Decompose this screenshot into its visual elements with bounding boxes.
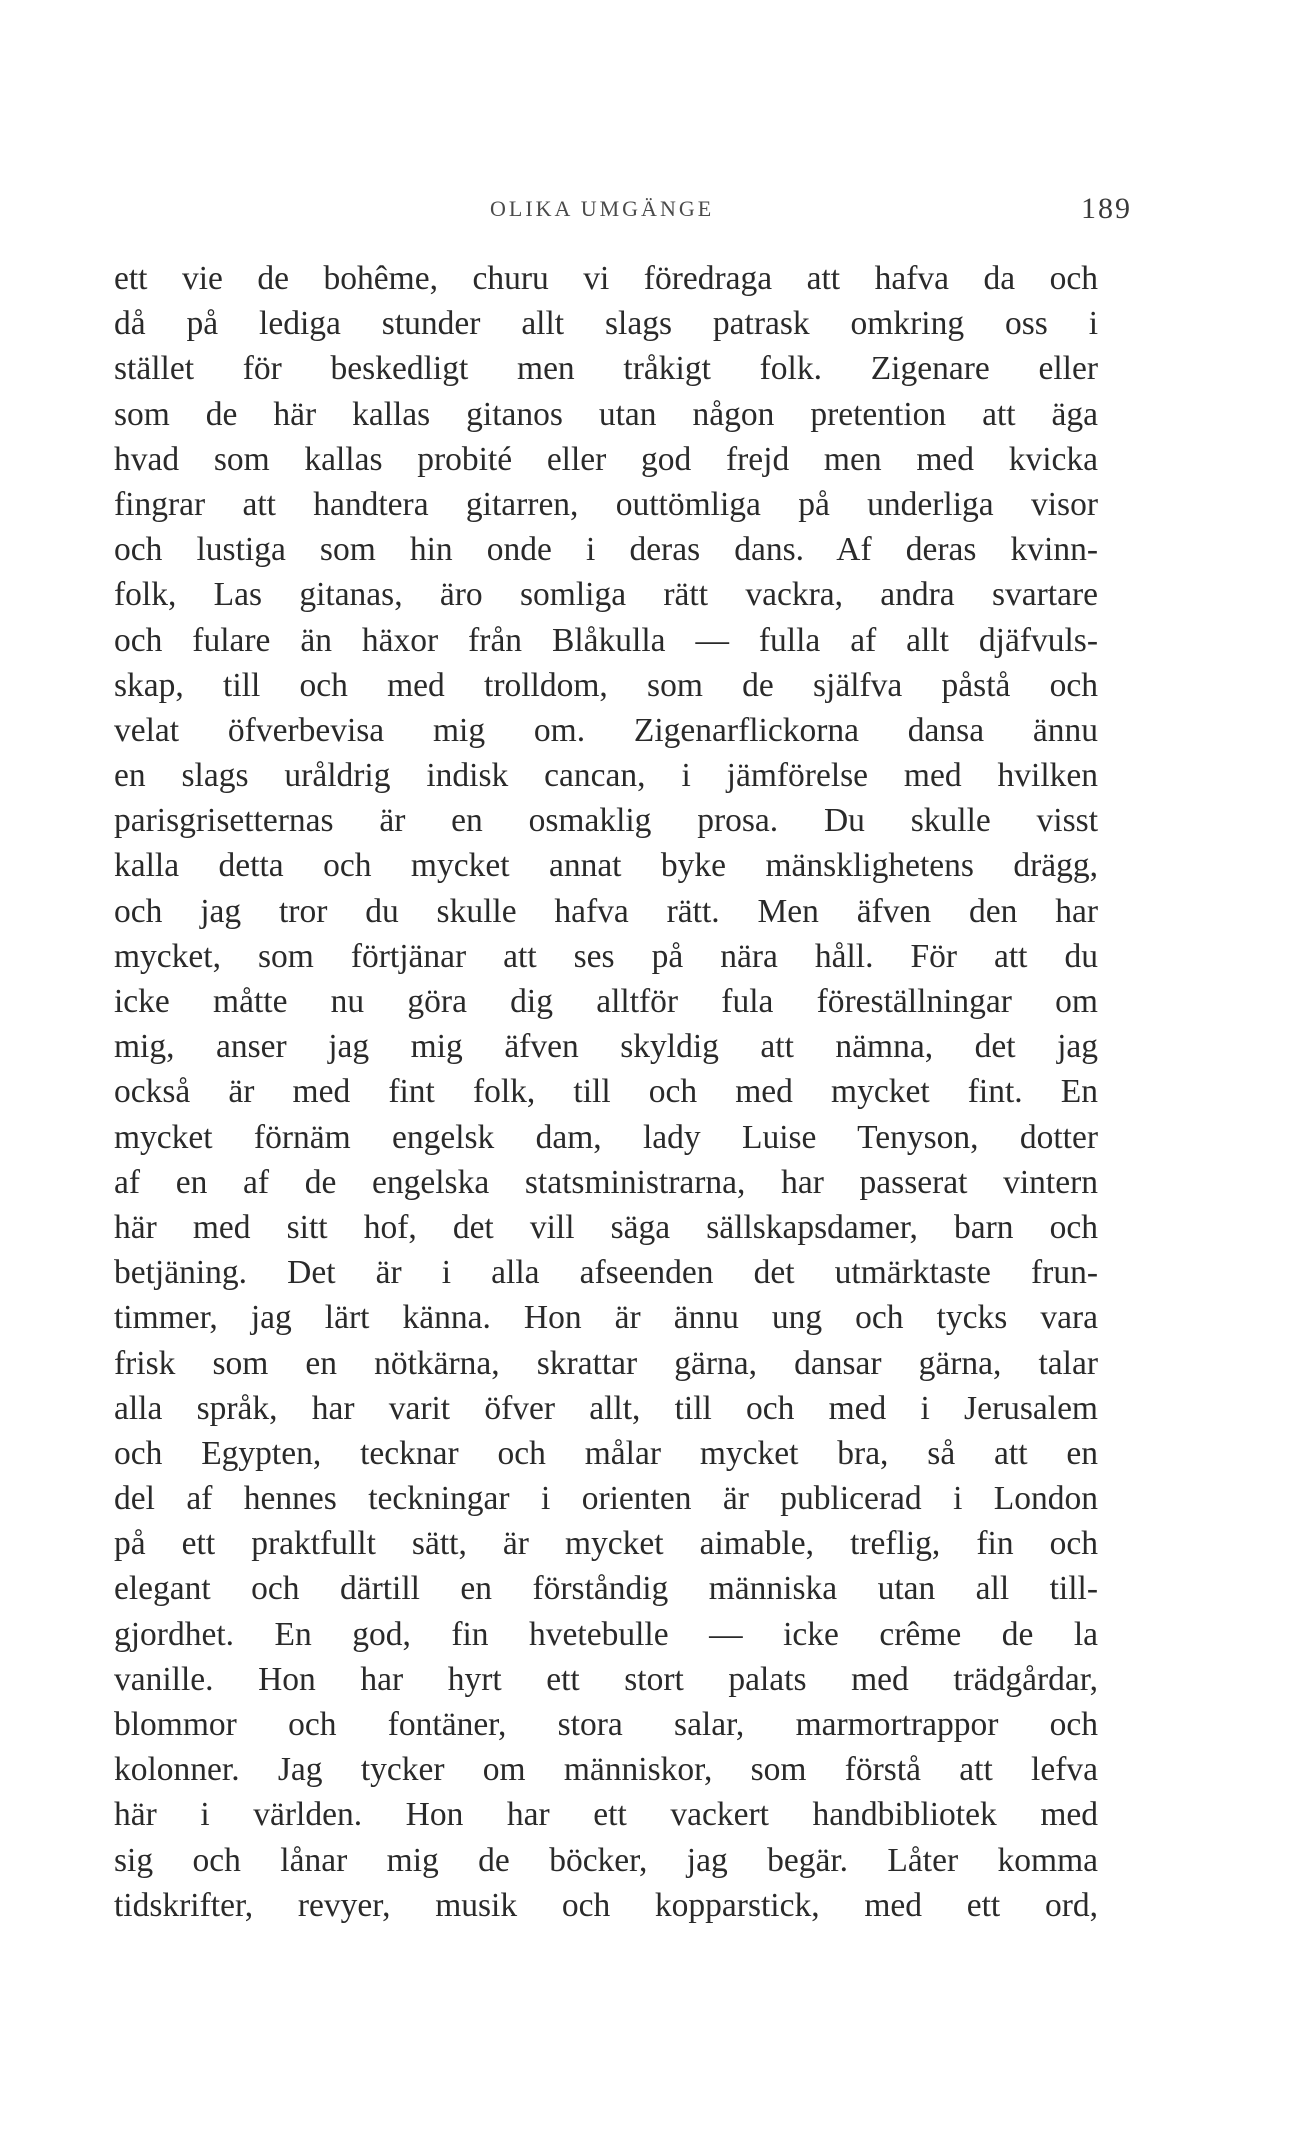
text-line: af en af de engelska statsministrarna, har passerat vintern: [114, 1163, 1098, 1201]
text-line: kalla detta och mycket annat byke mänsklighetens drägg,: [114, 847, 1098, 885]
text-line: timmer, jag lärt känna. Hon är ännu ung och tycks vara: [114, 1299, 1098, 1337]
text-line: som de här kallas gitanos utan någon pretention att äga: [114, 395, 1098, 433]
text-line: en slags uråldrig indisk cancan, i jämförelse med hvilken: [114, 757, 1098, 795]
text-line: vanille. Hon har hyrt ett stort palats med trädgårdar,: [114, 1660, 1098, 1698]
text-line: parisgrisetternas är en osmaklig prosa. Du skulle visst: [114, 802, 1098, 840]
text-line: här med sitt hof, det vill säga sällskapsdamer, barn och: [114, 1208, 1098, 1246]
text-line: hvad som kallas probité eller god frejd men med kvicka: [114, 440, 1098, 478]
text-line: här i världen. Hon har ett vackert handbibliotek med: [114, 1796, 1098, 1834]
text-line: alla språk, har varit öfver allt, till och med i Jerusalem: [114, 1389, 1098, 1427]
text-line: ett vie de bohême, churu vi föredraga att hafva da och: [114, 260, 1098, 297]
text-line: frisk som en nötkärna, skrattar gärna, dansar gärna, talar: [114, 1344, 1098, 1382]
text-line: mycket förnäm engelsk dam, lady Luise Tenyson, dotter: [114, 1118, 1098, 1156]
text-line: fingrar att handtera gitarren, outtömliga på underliga visor: [114, 485, 1098, 523]
text-line: velat öfverbevisa mig om. Zigenarflickorna dansa ännu: [114, 711, 1098, 749]
text-line: del af hennes teckningar i orienten är publicerad i London: [114, 1480, 1098, 1518]
text-line: icke måtte nu göra dig alltför fula föreställningar om: [114, 983, 1098, 1020]
body-text: [114, 256, 1098, 1928]
running-head: OLIKA UMGÄNGE: [490, 196, 715, 221]
text-line: gjordhet. En god, fin hvetebulle — icke crême de la: [114, 1615, 1098, 1653]
text-line: sig och lånar mig de böcker, jag begär. Låter komma: [114, 1841, 1098, 1879]
text-line: folk, Las gitanas, äro somliga rätt vackra, andra svartare: [114, 576, 1098, 614]
text-line: också är med fint folk, till och med mycket fint. En: [114, 1073, 1098, 1111]
text-line: mig, anser jag mig äfven skyldig att nämna, det jag: [114, 1028, 1098, 1066]
text-line: betjäning. Det är i alla afseenden det utmärktaste frun-: [114, 1254, 1098, 1292]
text-line: stället för beskedligt men tråkigt folk. Zigenare eller: [114, 350, 1098, 388]
text-line: och Egypten, tecknar och målar mycket bra, så att en: [114, 1434, 1098, 1472]
text-line: tidskrifter, revyer, musik och kopparstick, med ett ord,: [114, 1886, 1098, 1924]
text-line: och lustiga som hin onde i deras dans. Af deras kvinn-: [114, 531, 1098, 569]
text-line: och jag tror du skulle hafva rätt. Men äfven den har: [114, 892, 1098, 930]
text-line: skap, till och med trolldom, som de själfva påstå och: [114, 666, 1098, 704]
text-line: blommor och fontäner, stora salar, marmortrappor och: [114, 1706, 1098, 1743]
text-line: elegant och därtill en förståndig människa utan all till-: [114, 1570, 1098, 1608]
text-line: då på lediga stunder allt slags patrask omkring oss i: [114, 305, 1098, 343]
text-line: på ett praktfullt sätt, är mycket aimable, treflig, fin och: [114, 1525, 1098, 1563]
text-line: mycket, som förtjänar att ses på nära håll. För att du: [114, 937, 1098, 975]
text-line: och fulare än häxor från Blåkulla — fulla af allt djäfvuls-: [114, 621, 1098, 659]
text-line: kolonner. Jag tycker om människor, som förstå att lefva: [114, 1751, 1098, 1789]
page-number: 189: [1081, 192, 1132, 225]
